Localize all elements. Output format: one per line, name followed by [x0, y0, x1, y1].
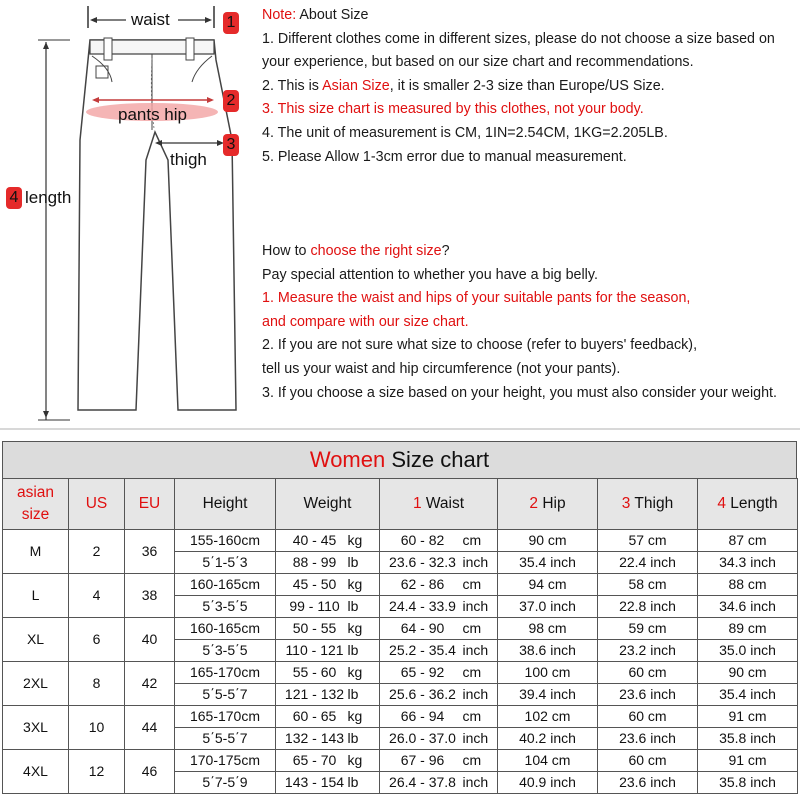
- cell-hip-inch: 40.2 inch: [498, 728, 598, 750]
- note-line: 2. This is Asian Size, it is smaller 2-3 size than Europe/US Size.: [262, 77, 665, 94]
- cell-us: 6: [69, 618, 125, 662]
- size-chart: [2, 441, 797, 794]
- cell-size: 2XL: [3, 662, 69, 706]
- cell-weight-kg: 40 - 45 kg: [276, 530, 380, 552]
- cell-length-inch: 35.0 inch: [698, 640, 798, 662]
- cell-height-ft: 5΄5-5΄7: [175, 728, 276, 750]
- cell-waist-inch: 26.0 - 37.0 inch: [380, 728, 498, 750]
- size-table: [2, 478, 798, 794]
- cell-waist-inch: 23.6 - 32.3 inch: [380, 552, 498, 574]
- cell-us: 2: [69, 530, 125, 574]
- size-chart-title: Women Size chart: [2, 441, 797, 478]
- cell-height-cm: 170-175cm: [175, 750, 276, 772]
- marker-1: 1: [223, 12, 239, 34]
- cell-length-cm: 87 cm: [698, 530, 798, 552]
- cell-hip-cm: 102 cm: [498, 706, 598, 728]
- cell-size: 3XL: [3, 706, 69, 750]
- cell-length-inch: 34.6 inch: [698, 596, 798, 618]
- pants-diagram: [0, 0, 255, 428]
- howto-line: 2. If you are not sure what size to choose (refer to buyers' feedback),: [262, 337, 698, 354]
- cell-thigh-cm: 57 cm: [598, 530, 698, 552]
- col-asian-size: asian size: [3, 479, 69, 530]
- cell-us: 12: [69, 750, 125, 794]
- table-row: [3, 618, 798, 640]
- cell-length-cm: 90 cm: [698, 662, 798, 684]
- cell-waist-inch: 25.6 - 36.2 inch: [380, 684, 498, 706]
- cell-size: XL: [3, 618, 69, 662]
- cell-eu: 46: [125, 750, 175, 794]
- note-line: 1. Different clothes come in different sizes, please do not choose a size based on: [262, 30, 775, 47]
- cell-size: L: [3, 574, 69, 618]
- cell-weight-lb: 121 - 132 lb: [276, 684, 380, 706]
- col-us: US: [69, 479, 125, 530]
- cell-length-inch: 35.8 inch: [698, 728, 798, 750]
- cell-thigh-inch: 23.6 inch: [598, 772, 698, 794]
- pants-illustration: [0, 0, 255, 428]
- cell-weight-kg: 65 - 70 kg: [276, 750, 380, 772]
- cell-weight-lb: 88 - 99 lb: [276, 552, 380, 574]
- cell-thigh-cm: 60 cm: [598, 750, 698, 772]
- cell-waist-cm: 67 - 96 cm: [380, 750, 498, 772]
- cell-hip-cm: 94 cm: [498, 574, 598, 596]
- cell-waist-cm: 62 - 86 cm: [380, 574, 498, 596]
- pants-hip-label: pants hip: [118, 105, 187, 124]
- cell-height-ft: 5΄3-5΄5: [175, 596, 276, 618]
- cell-waist-cm: 60 - 82 cm: [380, 530, 498, 552]
- cell-height-cm: 165-170cm: [175, 662, 276, 684]
- howto-line: Pay special attention to whether you have a big belly.: [262, 266, 598, 283]
- cell-hip-cm: 100 cm: [498, 662, 598, 684]
- howto-line: and compare with our size chart.: [262, 313, 469, 330]
- note-line: 3. This size chart is measured by this clothes, not your body.: [262, 101, 644, 118]
- size-notes: [262, 4, 797, 405]
- cell-height-ft: 5΄7-5΄9: [175, 772, 276, 794]
- cell-height-ft: 5΄5-5΄7: [175, 684, 276, 706]
- howto-line: tell us your waist and hip circumference (not your pants).: [262, 360, 621, 377]
- table-row: [3, 530, 798, 552]
- cell-waist-cm: 65 - 92 cm: [380, 662, 498, 684]
- cell-eu: 36: [125, 530, 175, 574]
- note-line: 5. Please Allow 1-3cm error due to manual measurement.: [262, 148, 627, 165]
- cell-height-cm: 165-170cm: [175, 706, 276, 728]
- col-eu: EU: [125, 479, 175, 530]
- col-hip: 2 Hip: [498, 479, 598, 530]
- cell-weight-lb: 132 - 143 lb: [276, 728, 380, 750]
- cell-hip-cm: 90 cm: [498, 530, 598, 552]
- cell-thigh-cm: 60 cm: [598, 706, 698, 728]
- cell-length-cm: 89 cm: [698, 618, 798, 640]
- cell-thigh-cm: 59 cm: [598, 618, 698, 640]
- cell-thigh-cm: 58 cm: [598, 574, 698, 596]
- cell-us: 8: [69, 662, 125, 706]
- cell-height-cm: 155-160cm: [175, 530, 276, 552]
- table-row: [3, 574, 798, 596]
- cell-weight-lb: 99 - 110 lb: [276, 596, 380, 618]
- howto-line: 1. Measure the waist and hips of your suitable pants for the season,: [262, 290, 691, 307]
- cell-weight-kg: 45 - 50 kg: [276, 574, 380, 596]
- cell-eu: 38: [125, 574, 175, 618]
- marker-3: 3: [223, 134, 239, 156]
- cell-us: 10: [69, 706, 125, 750]
- cell-weight-kg: 60 - 65 kg: [276, 706, 380, 728]
- cell-length-cm: 91 cm: [698, 706, 798, 728]
- cell-size: M: [3, 530, 69, 574]
- cell-length-inch: 34.3 inch: [698, 552, 798, 574]
- cell-waist-cm: 64 - 90 cm: [380, 618, 498, 640]
- thigh-label: thigh: [170, 150, 207, 169]
- cell-hip-inch: 39.4 inch: [498, 684, 598, 706]
- waist-label: waist: [131, 10, 170, 29]
- table-row: [3, 706, 798, 728]
- cell-thigh-cm: 60 cm: [598, 662, 698, 684]
- howto-line: 3. If you choose a size based on your height, you must also consider your weight.: [262, 384, 777, 401]
- cell-length-inch: 35.8 inch: [698, 772, 798, 794]
- cell-us: 4: [69, 574, 125, 618]
- table-row: [3, 750, 798, 772]
- cell-eu: 44: [125, 706, 175, 750]
- cell-height-ft: 5΄3-5΄5: [175, 640, 276, 662]
- col-length: 4 Length: [698, 479, 798, 530]
- col-waist: 1 Waist: [380, 479, 498, 530]
- length-label: length: [25, 188, 72, 207]
- cell-hip-cm: 98 cm: [498, 618, 598, 640]
- cell-weight-kg: 50 - 55 kg: [276, 618, 380, 640]
- cell-hip-inch: 38.6 inch: [498, 640, 598, 662]
- note-line: 4. The unit of measurement is CM, 1IN=2.54CM, 1KG=2.205LB.: [262, 124, 668, 141]
- notes-heading: Note: About Size: [262, 7, 369, 23]
- cell-height-ft: 5΄1-5΄3: [175, 552, 276, 574]
- note-line: your experience, but based on our size chart and recommendations.: [262, 54, 694, 71]
- cell-eu: 40: [125, 618, 175, 662]
- col-weight: Weight: [276, 479, 380, 530]
- cell-waist-inch: 24.4 - 33.9 inch: [380, 596, 498, 618]
- cell-thigh-inch: 23.6 inch: [598, 684, 698, 706]
- cell-thigh-inch: 22.8 inch: [598, 596, 698, 618]
- cell-length-cm: 88 cm: [698, 574, 798, 596]
- cell-hip-inch: 37.0 inch: [498, 596, 598, 618]
- cell-hip-inch: 40.9 inch: [498, 772, 598, 794]
- cell-waist-cm: 66 - 94 cm: [380, 706, 498, 728]
- cell-thigh-inch: 23.2 inch: [598, 640, 698, 662]
- cell-weight-kg: 55 - 60 kg: [276, 662, 380, 684]
- howto-heading: How to choose the right size?: [262, 242, 450, 259]
- col-height: Height: [175, 479, 276, 530]
- table-header-row: [3, 479, 798, 530]
- cell-hip-inch: 35.4 inch: [498, 552, 598, 574]
- cell-hip-cm: 104 cm: [498, 750, 598, 772]
- marker-4: 4: [6, 187, 22, 209]
- cell-length-cm: 91 cm: [698, 750, 798, 772]
- cell-length-inch: 35.4 inch: [698, 684, 798, 706]
- table-row: [3, 662, 798, 684]
- cell-height-cm: 160-165cm: [175, 574, 276, 596]
- cell-height-cm: 160-165cm: [175, 618, 276, 640]
- cell-weight-lb: 110 - 121 lb: [276, 640, 380, 662]
- marker-2: 2: [223, 90, 239, 112]
- col-thigh: 3 Thigh: [598, 479, 698, 530]
- cell-eu: 42: [125, 662, 175, 706]
- cell-thigh-inch: 23.6 inch: [598, 728, 698, 750]
- cell-thigh-inch: 22.4 inch: [598, 552, 698, 574]
- cell-waist-inch: 25.2 - 35.4 inch: [380, 640, 498, 662]
- cell-size: 4XL: [3, 750, 69, 794]
- cell-weight-lb: 143 - 154 lb: [276, 772, 380, 794]
- cell-waist-inch: 26.4 - 37.8 inch: [380, 772, 498, 794]
